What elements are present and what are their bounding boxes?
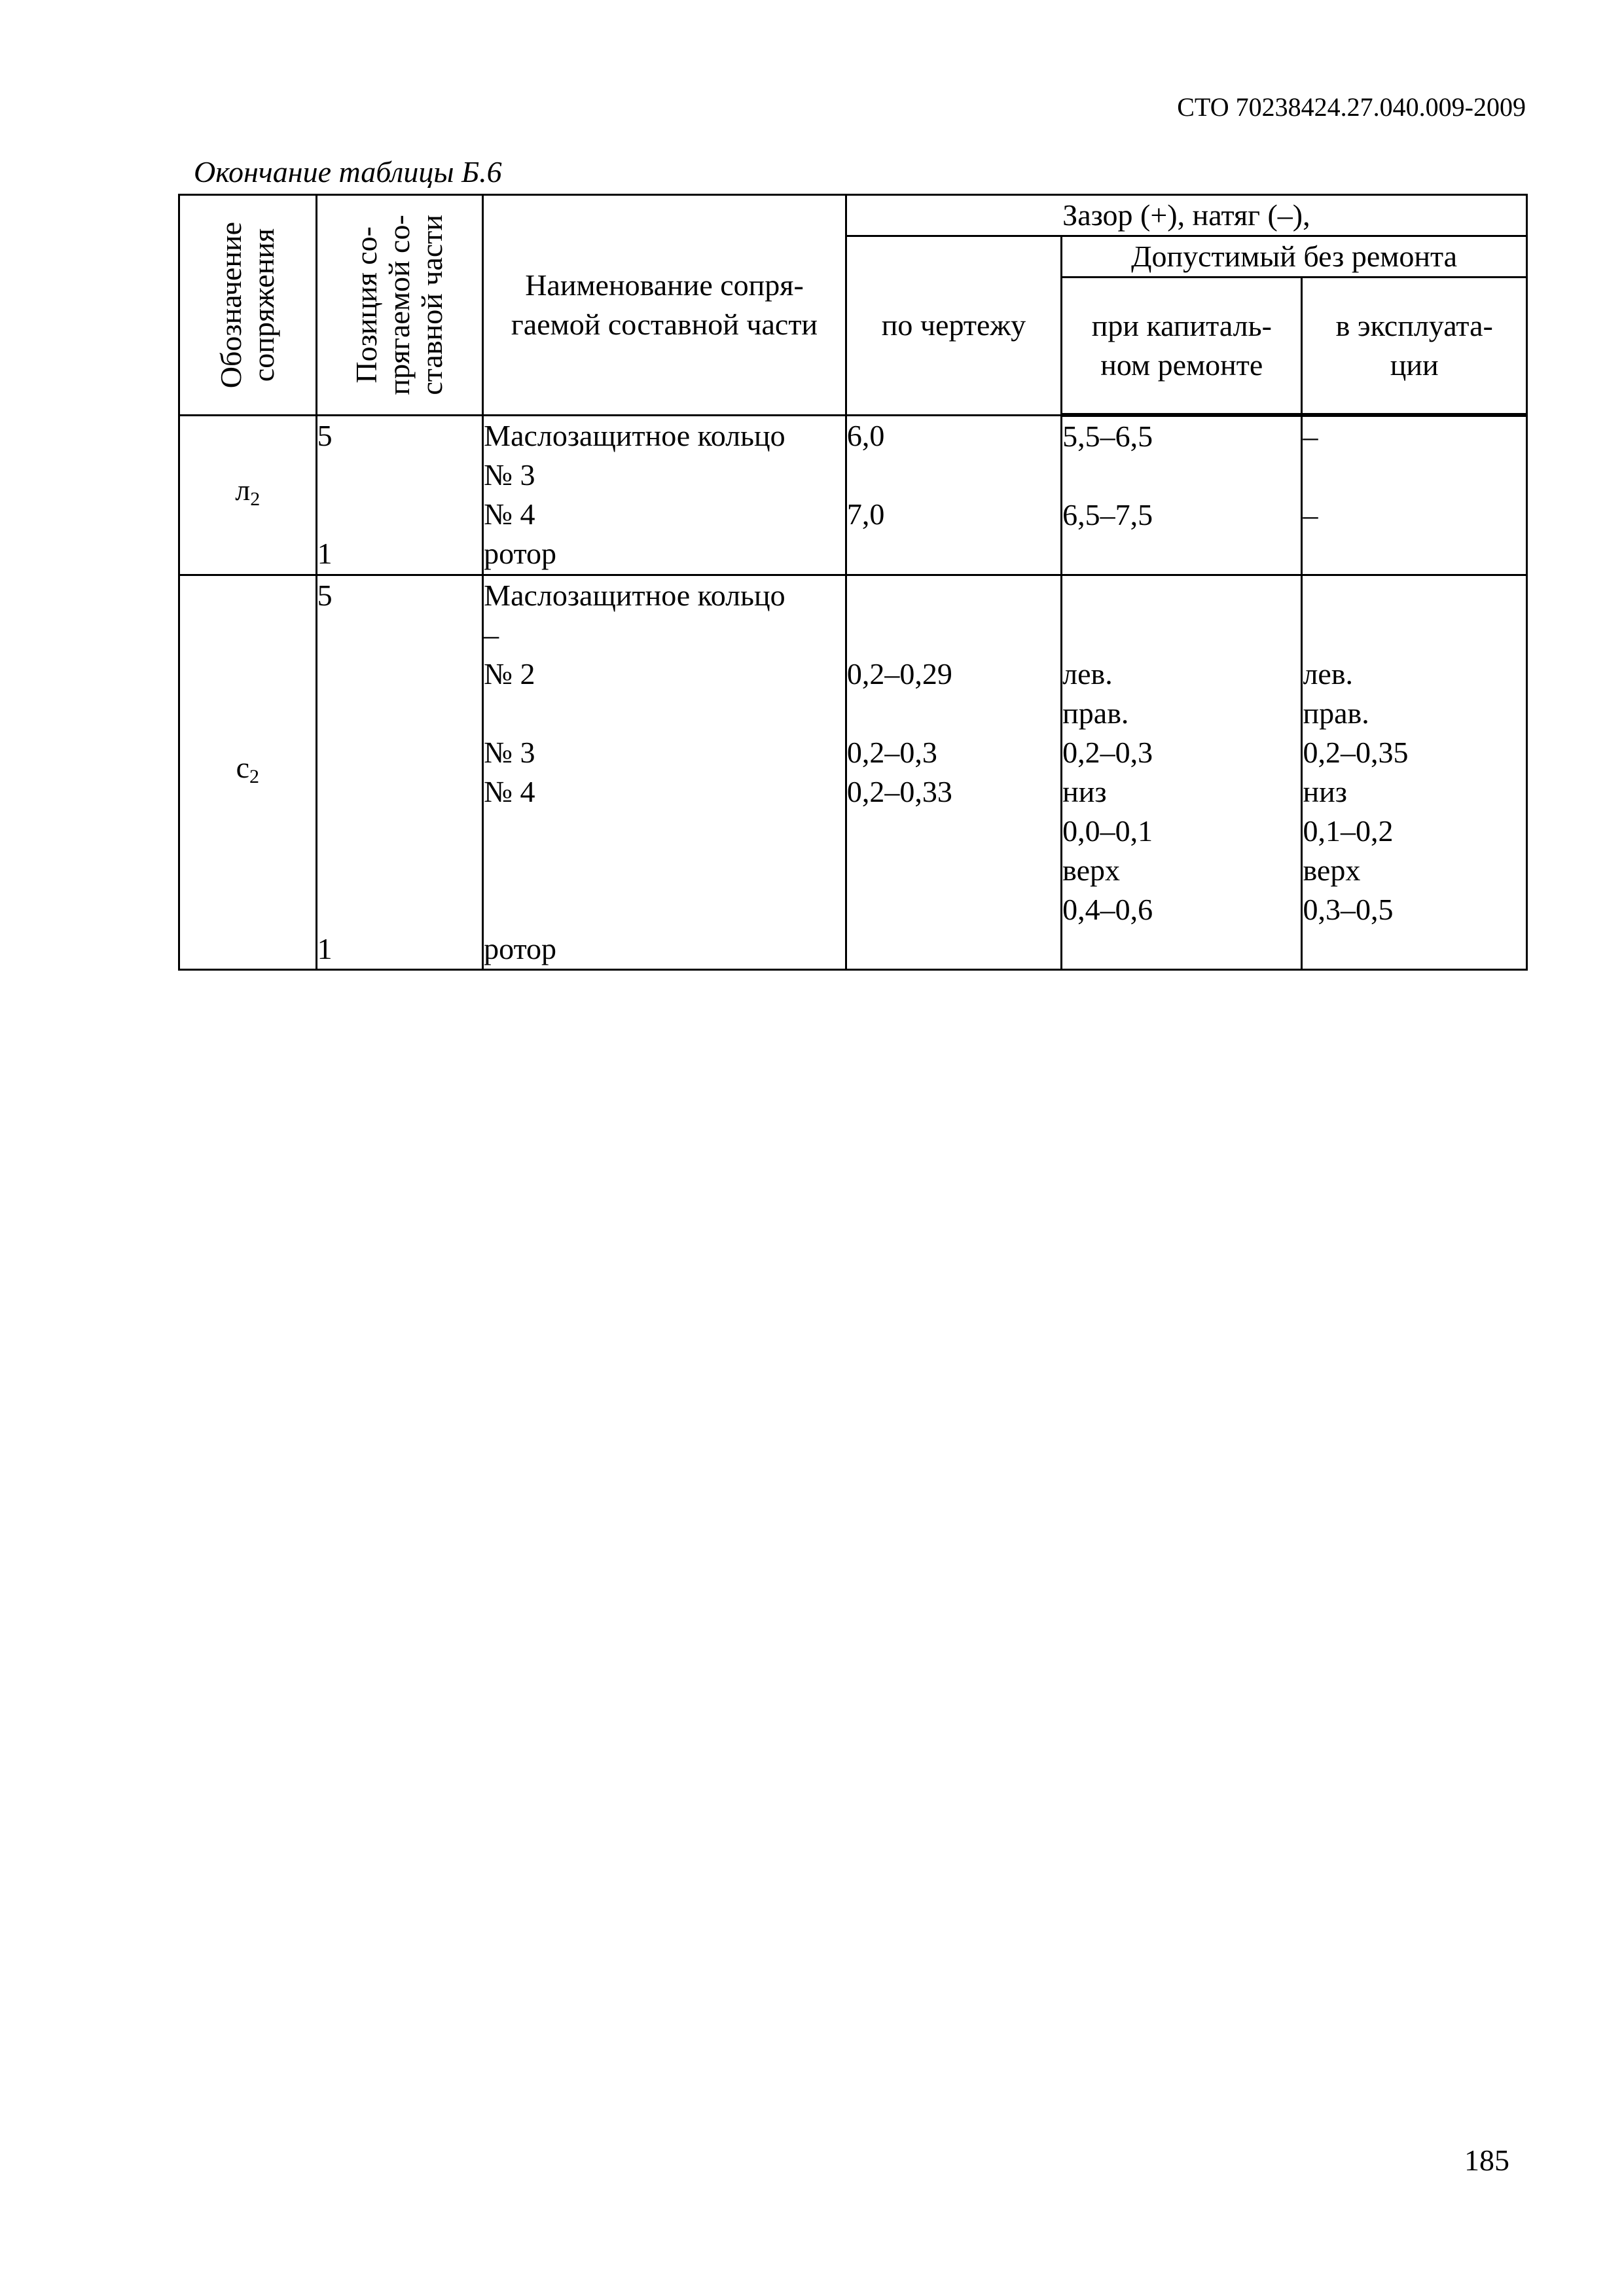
table-caption: Окончание таблицы Б.6 [194,155,502,188]
operation-line: прав. [1303,696,1369,730]
position-line [317,655,482,694]
name-line [484,694,845,733]
name-line: № 3 [484,736,535,769]
overhaul-line: низ [1062,775,1107,808]
name-line: № 2 [484,657,535,691]
table-row [179,575,1527,970]
position-line [317,851,482,890]
position-line: 1 [317,932,333,965]
operation-line: – [1303,498,1318,531]
name-line: Маслозащитное кольцо [484,579,785,612]
position-line [317,772,482,812]
header-allowed-group [1062,236,1527,278]
overhaul-cell [1062,575,1302,970]
header-row-1 [179,195,1527,236]
designation-letter: л [235,473,251,507]
drawing-line [847,890,1060,929]
operation-line: 0,1–0,2 [1303,814,1394,848]
name-line: ротор [484,932,557,965]
operation-cell [1302,415,1527,575]
page-number: 185 [1464,2144,1509,2177]
header-operation-line: ции [1390,348,1439,382]
header-position [316,195,483,416]
position-line: 5 [317,418,333,452]
position-line: 5 [317,579,333,612]
operation-cell [1302,575,1527,970]
header-designation-line: Обозначение [214,221,248,388]
header-gap-group [846,195,1526,236]
header-name [483,195,846,416]
position-line [317,694,482,733]
drawing-line [847,456,1060,495]
overhaul-line [1062,456,1301,495]
header-designation [179,195,317,416]
drawing-line: 0,2–0,29 [846,657,952,691]
header-position-line: Позиция со- [350,226,384,384]
operation-line [1303,615,1526,655]
header-name-line: гаемой составной части [511,307,818,341]
name-line: ротор [484,536,557,570]
header-name-line: Наименование сопря- [525,268,804,302]
position-line [317,456,482,495]
header-designation-line: сопряжения [247,228,281,382]
overhaul-line: 0,4–0,6 [1062,893,1153,926]
designation-letter: с [236,751,249,784]
overhaul-line: 0,0–0,1 [1062,814,1153,848]
designation-subscript: 2 [249,766,259,787]
operation-line: низ [1303,775,1347,808]
name-line: № 3 [484,457,535,492]
position-line [317,495,482,534]
spec-table [178,194,1528,971]
drawing-cell [846,415,1061,575]
overhaul-line [1062,576,1301,615]
overhaul-line: прав. [1062,696,1129,730]
header-position-text [350,215,448,395]
operation-line: 0,3–0,5 [1303,893,1394,926]
drawing-line: 0,2–0,33 [846,775,952,808]
drawing-line [847,851,1060,890]
overhaul-line [1062,615,1301,655]
name-line [484,851,845,890]
name-cell [483,575,846,970]
header-allowed-group-label: Допустимый без ремонта [1131,240,1458,273]
designation-cell [179,575,317,970]
designation-cell [179,415,317,575]
overhaul-line: лев. [1062,657,1113,691]
document-code: СТО 70238424.27.040.009-2009 [1177,92,1526,122]
name-line: № 4 [484,497,535,531]
header-position-line: ставной части [415,214,449,395]
drawing-line: 0,2–0,3 [846,736,937,769]
drawing-line: 6,0 [846,418,885,452]
header-operation [1302,278,1527,416]
drawing-line [847,615,1060,655]
header-drawing-label: по чертежу [881,308,1026,342]
position-cell [316,415,483,575]
name-line [484,812,845,851]
operation-line: верх [1303,853,1361,887]
header-overhaul-line: при капиталь- [1091,309,1272,342]
name-line: № 4 [484,775,535,808]
position-line [317,615,482,655]
position-line [317,812,482,851]
drawing-line: 7,0 [846,497,885,531]
position-line: 1 [317,536,333,570]
operation-line [1303,576,1526,615]
operation-line [1303,456,1526,495]
operation-line: 0,2–0,35 [1303,736,1409,769]
drawing-line [847,694,1060,733]
overhaul-cell [1062,415,1302,575]
overhaul-line: 6,5–7,5 [1062,498,1153,531]
header-operation-line: в эксплуата- [1335,309,1493,342]
position-line [317,733,482,772]
header-designation-text [215,222,280,388]
overhaul-line: 0,2–0,3 [1062,736,1153,769]
header-gap-group-label: Зазор (+), натяг (–), [1062,198,1310,232]
name-cell [483,415,846,575]
position-line [317,890,482,929]
overhaul-line: 5,5–6,5 [1062,420,1153,453]
operation-line: – [1303,420,1318,453]
header-drawing [846,236,1061,416]
name-line: Маслозащитное кольцо [484,418,785,452]
header-position-line: прягаемой со- [382,215,416,395]
header-overhaul [1062,278,1302,416]
drawing-line [847,534,1060,573]
operation-line [1303,535,1526,574]
position-cell [316,575,483,970]
drawing-line [847,812,1060,851]
designation-subscript: 2 [250,488,261,511]
drawing-line [847,929,1060,969]
drawing-cell [846,575,1061,970]
name-line [484,890,845,929]
overhaul-line [1062,929,1301,969]
overhaul-line: верх [1062,853,1121,887]
table-row [179,415,1527,575]
operation-line: лев. [1303,657,1354,691]
name-line: – [484,618,499,651]
header-overhaul-line: ном ремонте [1100,348,1263,382]
drawing-line [847,576,1060,615]
overhaul-line [1062,535,1301,574]
operation-line [1303,929,1526,969]
